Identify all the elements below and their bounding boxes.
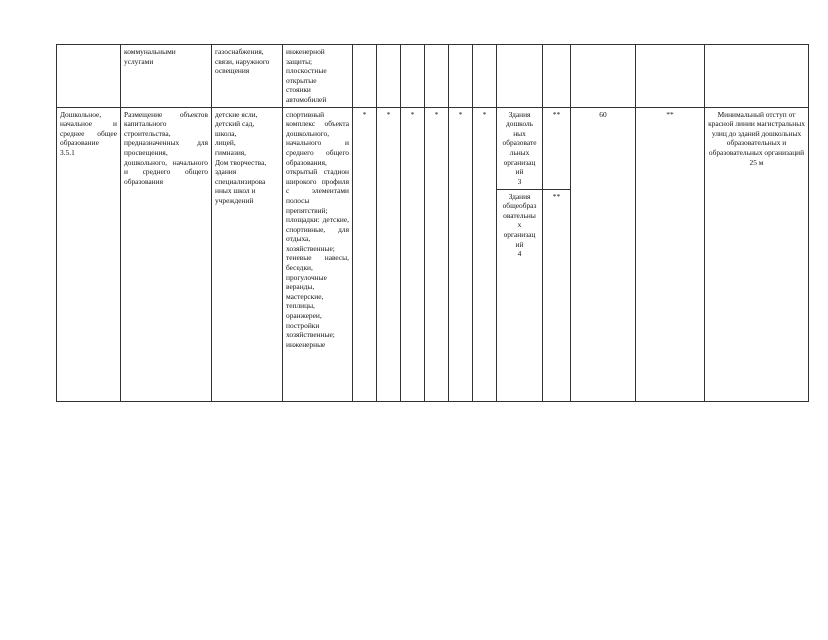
cell-empty xyxy=(401,45,425,108)
cell-facilities-continued: инженерной защиты; плоскостные открытые стоянки автомобилей xyxy=(283,45,353,108)
cell-description: Размещение объектов капитального строительства, предназначенных для просвещения, дошкольного, начального и среднего общего образования xyxy=(121,107,212,401)
table-row-continued xyxy=(57,45,809,108)
cell-empty xyxy=(353,45,377,108)
cell-examples: детские ясли, детский сад, школа, лицей, гимназия, Дом творчества, здания специализирова нных школ и учреждений xyxy=(212,107,283,401)
table-row-education xyxy=(57,107,809,189)
cell-coverage: 60 xyxy=(571,107,636,401)
cell-empty xyxy=(636,45,705,108)
cell-star-5: * xyxy=(449,107,473,401)
cell-empty xyxy=(497,45,543,108)
cell-height-preschool-mark: ** xyxy=(543,107,571,189)
cell-star-3: * xyxy=(401,107,425,401)
cell-height-school: Здания общеобраз овательны х организац ий 4 xyxy=(497,189,543,401)
regulations-table xyxy=(56,44,809,402)
cell-empty xyxy=(473,45,497,108)
cell-empty xyxy=(449,45,473,108)
cell-star-4: * xyxy=(425,107,449,401)
cell-height-school-mark: ** xyxy=(543,189,571,401)
cell-empty xyxy=(57,45,121,108)
cell-empty xyxy=(377,45,401,108)
cell-examples-continued: газоснабжения, связи, наружного освещения xyxy=(212,45,283,108)
cell-empty xyxy=(705,45,809,108)
cell-other-mark: ** xyxy=(636,107,705,401)
cell-star-1: * xyxy=(353,107,377,401)
cell-empty xyxy=(571,45,636,108)
cell-star-2: * xyxy=(377,107,401,401)
cell-star-6: * xyxy=(473,107,497,401)
cell-description-continued: коммунальными услугами xyxy=(121,45,212,108)
cell-height-preschool: Здания дошколь ных образовате льных организац ий 3 xyxy=(497,107,543,189)
cell-notes: Минимальный отступ от красной линии магистральных улиц до зданий дошкольных образовательных и образовательных организаций 25 м xyxy=(705,107,809,401)
cell-zone-name: Дошкольное, начальное и среднее общее образование 3.5.1 xyxy=(57,107,121,401)
cell-empty xyxy=(543,45,571,108)
cell-facilities: спортивный комплекс объекта дошкольного, начального и среднего общего образования, открытый стадион широкого профиля с элементами полосы препятствий; площадки: детские, спортивные, для отдыха, хозяйственные; теневые навесы, беседки, прогулочные веранды, мастерские, теплицы, оранжереи, постройки хозяйственные; инженерные xyxy=(283,107,353,401)
cell-empty xyxy=(425,45,449,108)
